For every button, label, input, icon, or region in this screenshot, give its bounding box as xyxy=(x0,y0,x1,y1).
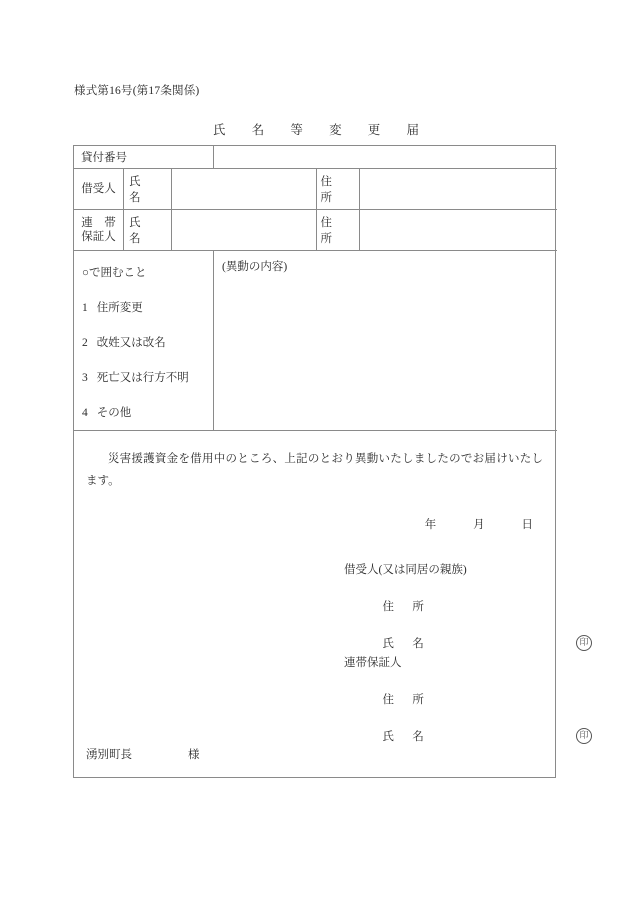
choice-1-number: 1 xyxy=(82,302,88,314)
guarantor-name-label: 氏 名 xyxy=(129,217,163,245)
guarantor-role-line1: 連 帯 xyxy=(81,216,116,229)
change-section xyxy=(74,251,557,431)
guarantor-address-input[interactable] xyxy=(360,210,557,250)
date-month-label: 月 xyxy=(473,519,485,531)
addressee-recipient: 湧別町長 xyxy=(86,749,132,761)
date-day-label: 日 xyxy=(521,519,533,531)
guarantor-address-label: 住 所 xyxy=(320,217,351,245)
date-line[interactable] xyxy=(74,516,557,532)
change-reason-choices xyxy=(74,251,214,430)
guarantor-signature-heading: 連帯保証人 xyxy=(344,657,402,669)
choice-option-4[interactable] xyxy=(82,404,213,420)
choice-4-label: その他 xyxy=(96,407,132,419)
statement-section xyxy=(74,431,557,493)
signature-block-guarantor xyxy=(344,654,592,765)
choice-1-label: 住所変更 xyxy=(96,302,143,314)
borrower-signature-heading: 借受人(又は同居の親族) xyxy=(344,564,467,576)
borrower-role-label: 借受人 xyxy=(74,169,124,209)
form-code-label: 様式第16号(第17条関係) xyxy=(74,85,200,97)
choice-2-number: 2 xyxy=(82,337,88,349)
loan-number-cell[interactable] xyxy=(74,146,214,169)
choice-4-number: 4 xyxy=(82,407,88,419)
main-form-table xyxy=(73,145,589,778)
borrower-signature-name-label: 氏 名 xyxy=(382,638,428,650)
change-detail-input[interactable] xyxy=(214,251,557,430)
choice-2-label: 改姓又は改名 xyxy=(96,337,166,349)
seal-icon: 印 xyxy=(576,635,592,651)
borrower-signature-name-row[interactable] xyxy=(344,635,592,651)
borrower-signature-address-row[interactable] xyxy=(344,598,592,614)
borrower-name-input[interactable] xyxy=(172,169,317,209)
borrower-address-label: 住 所 xyxy=(320,176,351,204)
borrower-address-input[interactable] xyxy=(360,169,557,209)
addressee-honorific: 様 xyxy=(188,749,200,761)
choice-option-2[interactable] xyxy=(82,334,213,350)
choice-option-3[interactable] xyxy=(82,369,213,385)
page-title: 氏 名 等 変 更 届 xyxy=(213,123,420,137)
guarantor-signature-name-row[interactable] xyxy=(344,728,592,744)
guarantor-signature-address-label: 住 所 xyxy=(382,694,428,706)
change-detail-label: (異動の内容) xyxy=(222,261,288,273)
circle-instruction: ○で囲むこと xyxy=(82,267,147,279)
date-year-label: 年 xyxy=(424,519,437,531)
borrower-signature-address-label: 住 所 xyxy=(382,601,428,613)
table-row-borrower xyxy=(74,169,557,210)
guarantor-signature-name-label: 氏 名 xyxy=(382,731,428,743)
guarantor-role-label xyxy=(74,210,124,250)
seal-icon: 印 xyxy=(576,728,592,744)
choice-3-label: 死亡又は行方不明 xyxy=(96,372,189,384)
choice-3-number: 3 xyxy=(82,372,88,384)
loan-number-label: 貸付番号 xyxy=(81,152,127,164)
table-row-guarantor xyxy=(74,210,557,251)
statement-text: 災害援護資金を借用中のところ、上記のとおり異動いたしましたのでお届けいたします。 xyxy=(86,453,543,488)
guarantor-role-line2: 保証人 xyxy=(81,231,116,243)
guarantor-name-input[interactable] xyxy=(172,210,317,250)
borrower-name-label: 氏 名 xyxy=(129,176,163,204)
addressee-line xyxy=(86,746,200,762)
guarantor-signature-address-row[interactable] xyxy=(344,691,592,707)
choice-option-1[interactable] xyxy=(82,299,213,315)
